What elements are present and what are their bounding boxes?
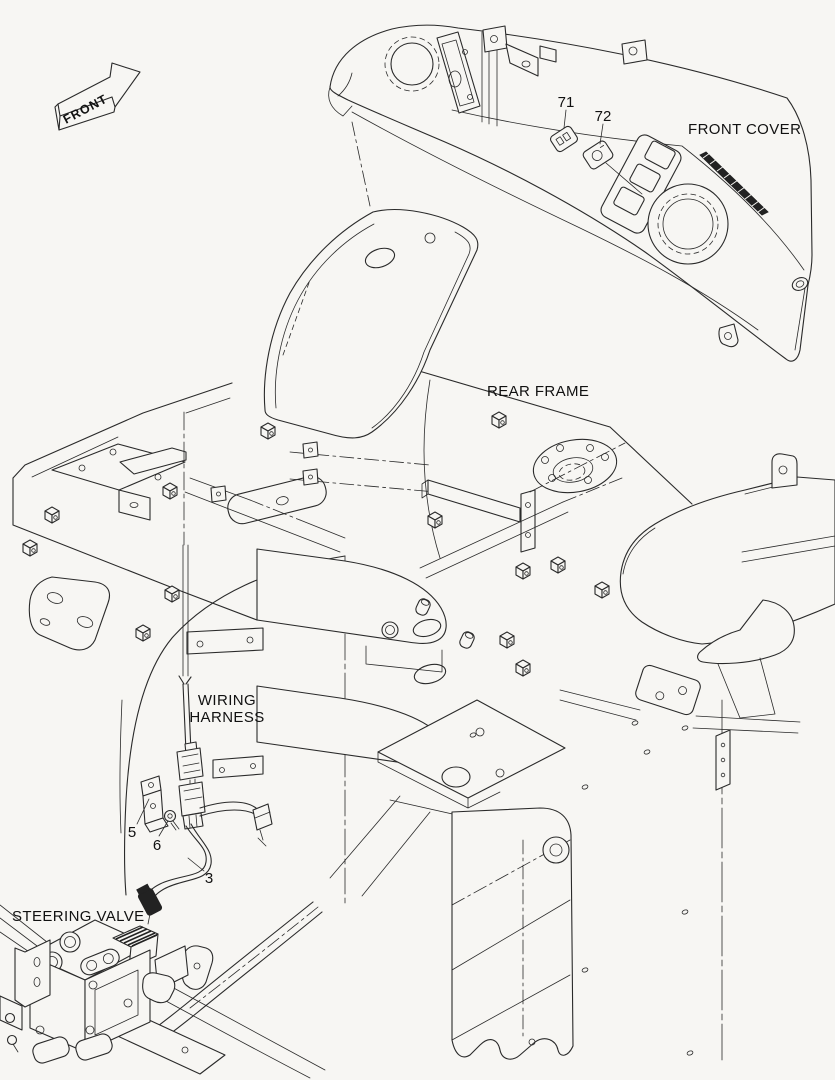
callout-5: 5	[127, 824, 137, 841]
callout-71: 71	[557, 94, 575, 111]
callout-72: 72	[594, 108, 612, 125]
wiring-harness	[128, 545, 272, 924]
callout-3: 3	[204, 870, 214, 887]
front-cover-label: FRONT COVER	[688, 121, 802, 138]
clamp-bolt	[165, 811, 180, 831]
console-pod	[264, 210, 477, 438]
callout-6: 6	[152, 837, 162, 854]
front-direction-arrow	[55, 63, 140, 130]
steering-valve-label: STEERING VALVE	[12, 908, 145, 925]
rear-frame-label: REAR FRAME	[487, 383, 590, 400]
harness-clamp	[141, 776, 168, 832]
wiring-harness-label-line1: WIRING	[197, 692, 257, 709]
front-arrow-label: FRONT	[60, 91, 110, 127]
wiring-harness-label-line2: HARNESS	[189, 709, 265, 726]
